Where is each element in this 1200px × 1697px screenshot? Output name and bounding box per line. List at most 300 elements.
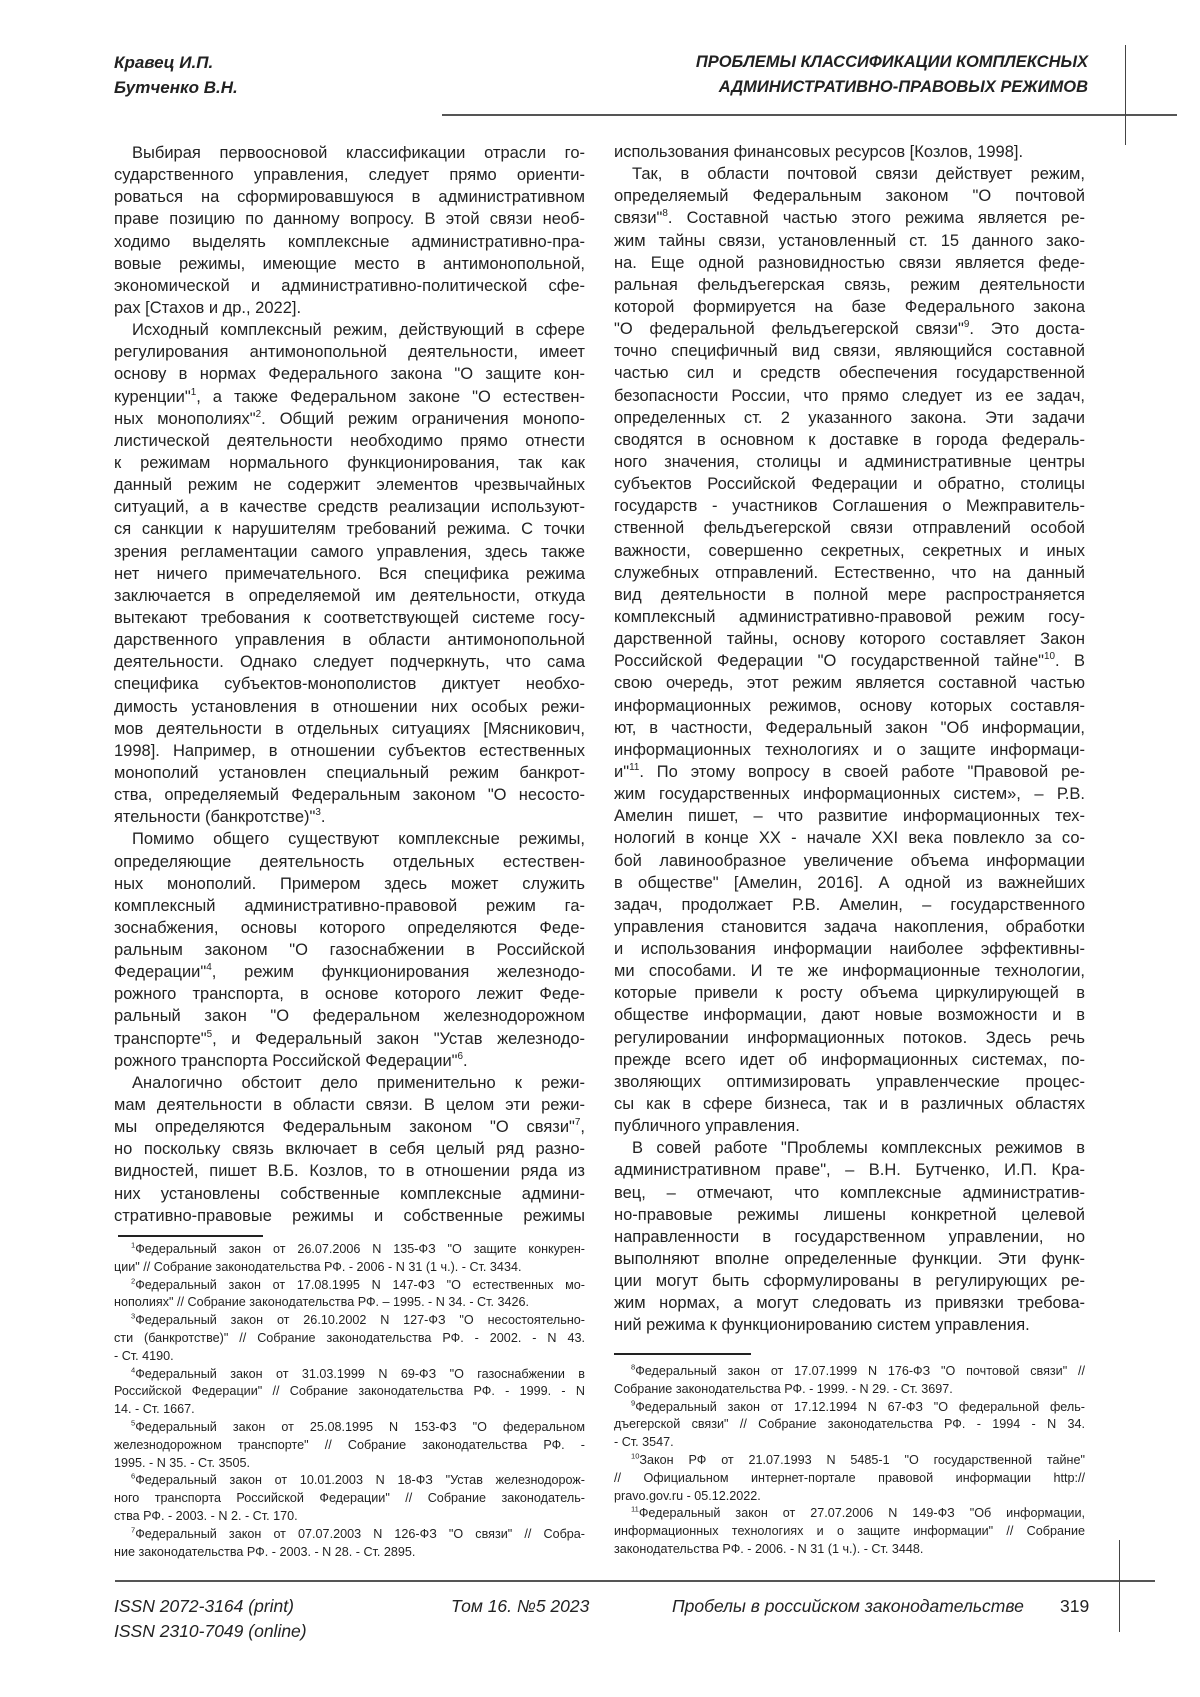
text-run: ного значения, столицы и административные центры [614, 452, 1085, 471]
footnotes-right [614, 1363, 1085, 1559]
footnote-ref: 4 [206, 962, 212, 974]
text-run: информационных режимов, основу которых составля- [614, 696, 1085, 715]
volume-issue: Том 16. №5 2023 [451, 1596, 590, 1616]
author-name: Кравец И.П. [114, 53, 214, 72]
text-run: публичного управления. [614, 1117, 800, 1136]
text-run: , и Федеральный закон "Устав железнодо- [212, 1029, 585, 1048]
text-line [114, 828, 585, 850]
paragraph [114, 142, 585, 319]
text-line [614, 141, 1085, 163]
text-run: которые привели к росту объема циркулирующей в [614, 984, 1085, 1003]
text-run: ральная фельдъегерская связь, режим деятельности [614, 275, 1085, 294]
footnote-number: 10 [631, 1451, 640, 1461]
text-line [114, 253, 585, 275]
text-line [614, 650, 1085, 672]
text-run: сударственного управления, следует прямо ориенти- [114, 166, 585, 185]
text-line [614, 540, 1085, 562]
text-run: мам деятельности в области связи. В целом эти режи- [114, 1096, 585, 1115]
text-run: Российской Федерации "О государственной тайне" [614, 652, 1044, 671]
text-line [614, 1314, 1085, 1336]
text-run: рожного транспорта Российской Федерации" [114, 1051, 458, 1070]
text-run: ции могут быть сформулированы в регулирующих ре- [614, 1272, 1085, 1291]
text-line [114, 784, 585, 806]
text-line [114, 673, 585, 695]
text-run: стративно-правовые режимы и собственные режимы [114, 1206, 585, 1225]
text-run: , [580, 1118, 585, 1137]
text-line [614, 872, 1085, 894]
text-line [614, 672, 1085, 694]
text-line [614, 1004, 1085, 1026]
text-run: и использования информации наиболее эффективны- [614, 940, 1085, 959]
text-run: зволяющих оптимизировать управленческие процес- [614, 1072, 1085, 1091]
text-run: зрения регламентации самого управления, здесь также [114, 542, 585, 561]
text-run: специфика субъектов-монополистов диктует необхо- [114, 675, 585, 694]
footnote-number: 6 [131, 1472, 136, 1482]
text-line [614, 1226, 1085, 1248]
text-run: транспорте" [114, 1029, 207, 1048]
text-line [614, 850, 1085, 872]
footnote-line [614, 1488, 1085, 1506]
text-run: задач, продолжает Р.В. Амелин, – государственного [614, 895, 1085, 914]
text-line [114, 762, 585, 784]
text-run: сти (банкротстве)" // Собрание законодательства РФ. - 2002. - N 43. [114, 1330, 585, 1345]
text-line [114, 563, 585, 585]
text-run: выполняют вполне определенные функции. Эти функ- [614, 1250, 1085, 1269]
text-run: мы определяются Федеральным законом "О связи" [114, 1118, 575, 1137]
text-run: В совей работе "Проблемы комплексных режимов в [632, 1139, 1085, 1158]
footnote-line [114, 1383, 585, 1401]
footnote-line [614, 1541, 1085, 1559]
footnotes-left [114, 1241, 585, 1561]
text-run: pravo.gov.ru - 05.12.2022. [614, 1488, 761, 1503]
text-line [114, 1072, 585, 1094]
footnote-number: 9 [631, 1398, 636, 1408]
footnote-ref: 7 [574, 1117, 581, 1129]
text-line [114, 607, 585, 629]
text-run: данный режим не содержит элементов чрезвычайных [114, 476, 585, 495]
text-run: нополиях" // Собрание законодательства РФ. – 1995. - N 34. - Ст. 3426. [114, 1295, 530, 1310]
text-line [614, 207, 1085, 229]
text-run: жим нормах, а могут следовать из привязки требова- [614, 1294, 1085, 1313]
text-run: роваться на сформировавшуюся в административном [114, 188, 585, 207]
text-line [114, 297, 585, 319]
text-run: ми способами. И те же информационные технологии, [614, 962, 1085, 981]
text-line [614, 1292, 1085, 1314]
footnote-line [114, 1526, 585, 1544]
text-line [114, 142, 585, 164]
footnote-line [114, 1241, 585, 1259]
footnote-line [614, 1363, 1085, 1381]
text-run: связи" [614, 209, 663, 228]
page-number: 319 [1060, 1596, 1090, 1616]
text-run: комплексный административно-правовой режим га- [114, 896, 585, 915]
footnote [114, 1472, 585, 1525]
text-line [114, 983, 585, 1005]
footnote-separator [118, 1235, 263, 1237]
running-title [696, 50, 1088, 100]
text-run: Российской Федерации" // Собрание законодательства РФ. - 1999. - N [114, 1384, 585, 1399]
text-line [614, 562, 1085, 584]
text-run: служебных отправлений. Естественно, что на данный [614, 563, 1085, 582]
text-line [614, 230, 1085, 252]
text-run: Федеральный закон от 10.01.2003 N 18-ФЗ "Устав железнодорож- [135, 1473, 585, 1488]
footnote-line [114, 1508, 585, 1526]
text-line [614, 1204, 1085, 1226]
footnote-number: 5 [131, 1418, 136, 1428]
text-run: точно специфичный вид связи, являющийся составной [614, 342, 1085, 361]
text-line [614, 717, 1085, 739]
footnote-line [114, 1401, 585, 1419]
text-run: , режим функционирования железнодо- [211, 963, 585, 982]
footnote-number: 7 [131, 1525, 136, 1535]
text-run: к режимам нормального функционирования, так как [114, 453, 585, 472]
running-title-line: ПРОБЛЕМЫ КЛАССИФИКАЦИИ КОМПЛЕКСНЫХ [695, 53, 1088, 71]
text-run: государств - участников Соглашения о Межправитель- [614, 497, 1085, 516]
text-run: основу в нормах Федерального закона "О защите кон- [114, 365, 585, 384]
text-run: Аналогично обстоит дело применительно к режи- [132, 1073, 585, 1092]
text-run: законодательства РФ. - 2006. - N 31 (1 ч.). - Ст. 3448. [614, 1541, 924, 1556]
text-run: определяемый Федеральным законом "О почтовой [614, 187, 1085, 206]
text-line [114, 430, 585, 452]
text-line [614, 894, 1085, 916]
footnote-number: 3 [131, 1311, 136, 1321]
text-run: 1998]. Например, в отношении субъектов естественных [114, 741, 585, 760]
text-run: дарственной тайны, основу которого составляет Закон [614, 630, 1085, 649]
text-run: ситуаций, а в качестве средств реализации используют- [114, 498, 585, 517]
text-run: куренции" [114, 387, 191, 406]
text-run: ции" // Собрание законодательства РФ. - 2006 - N 31 (1 ч.). - Ст. 3434. [114, 1259, 522, 1274]
footnote-line [114, 1437, 585, 1455]
text-run: регулировании информационных потоков. Здесь речь [614, 1028, 1085, 1047]
text-run: но-правовые режимы лишены конкретной целевой [614, 1205, 1085, 1224]
text-line [114, 363, 585, 385]
text-line [114, 961, 585, 983]
text-line [114, 186, 585, 208]
text-run: // Официальном интернет-портале правовой информации http:// [614, 1470, 1085, 1485]
text-run: дарственного управления в области антимонопольной [114, 631, 585, 650]
text-line [614, 1248, 1085, 1270]
paragraph [614, 141, 1085, 163]
text-run: Федерации" [114, 963, 207, 982]
text-run: Федеральный закон от 31.03.1999 N 69-ФЗ "О газоснабжении в [135, 1366, 585, 1381]
footnote [114, 1526, 585, 1562]
text-run: ства РФ. - 2003. - N 2. - Ст. 170. [114, 1508, 298, 1523]
text-run: . Общий режим ограничения монопо- [261, 409, 585, 428]
text-run: административном праве", – В.Н. Бутченко, И.П. Кра- [614, 1161, 1085, 1180]
text-run: видностей, пишет В.Б. Козлов, то в отношении ряда из [114, 1162, 585, 1181]
text-line [114, 585, 585, 607]
text-line [114, 386, 585, 408]
footnote [114, 1241, 585, 1277]
text-run: жим государственных информационных систем», – Р.В. [614, 785, 1085, 804]
text-run: . Составной частью этого режима является ре- [667, 209, 1085, 228]
text-line [114, 319, 585, 341]
text-line [114, 917, 585, 939]
text-run: свою очередь, этот режим является составной частью [614, 674, 1085, 693]
text-run: Помимо общего существуют комплексные режимы, [132, 830, 585, 849]
footnote-line [114, 1312, 585, 1330]
text-run: Федеральный закон от 25.08.1995 N 153-ФЗ "О федеральном [135, 1419, 585, 1434]
footer-vertical-rule [1119, 1540, 1120, 1632]
article-authors [114, 50, 238, 100]
footnote [114, 1312, 585, 1365]
footnote-number: 2 [131, 1276, 136, 1286]
text-run: ных монополий. Примером здесь может служить [114, 874, 585, 893]
footnote-number: 8 [631, 1362, 636, 1372]
text-line [614, 451, 1085, 473]
footnote-line [114, 1455, 585, 1473]
text-run: субъектов Российской Федерации и обратно, столицы [614, 475, 1085, 494]
text-line [614, 407, 1085, 429]
text-run: на. Еще одной разновидностью связи является феде- [614, 253, 1085, 272]
footnote-line [114, 1544, 585, 1562]
footnote-ref: 8 [662, 208, 668, 220]
footnote [114, 1366, 585, 1419]
text-line [614, 1049, 1085, 1071]
text-line [614, 761, 1085, 783]
text-line [114, 1183, 585, 1205]
footnote-line [114, 1490, 585, 1508]
text-run: ного транспорта Российской Федерации" // Собрание законодатель- [114, 1491, 585, 1506]
footnote-line [614, 1505, 1085, 1523]
text-run: нет ничего примечательного. Вся специфика режима [114, 564, 585, 583]
text-run: листической деятельности необходимо прямо отнести [114, 431, 585, 450]
text-line [614, 362, 1085, 384]
text-line [614, 628, 1085, 650]
text-line [114, 718, 585, 740]
header-rule [442, 114, 1177, 116]
text-run: определяющие деятельность отдельных естествен- [114, 852, 585, 871]
text-run: заключается в определяемой им деятельности, откуда [114, 586, 585, 605]
text-run: Собрание законодательства РФ. - 1999. - N 29. - Ст. 3697. [614, 1381, 953, 1396]
text-line [614, 385, 1085, 407]
text-line [114, 1050, 585, 1072]
text-run: вец, – отмечают, что комплексные административ- [614, 1183, 1085, 1202]
footnote-line [614, 1470, 1085, 1488]
text-line [114, 496, 585, 518]
text-run: в обществе" [Амелин, 2016]. А одной из важнейших [614, 873, 1085, 892]
text-line [614, 274, 1085, 296]
text-run: деятельности. Однако следует подчеркнуть, что сама [114, 653, 585, 672]
author-name: Бутченко В.Н. [114, 78, 238, 97]
text-run: , а также Федеральном законе "О естествен- [196, 387, 585, 406]
text-line [114, 1160, 585, 1182]
footer-rule [115, 1580, 1155, 1582]
text-run: обществе информации, дают новые возможности и в [614, 1006, 1085, 1025]
text-line [614, 960, 1085, 982]
footnote-line [114, 1330, 585, 1348]
text-line [614, 805, 1085, 827]
text-run: регулирования антимонопольной деятельности, имеет [114, 343, 585, 362]
text-line [114, 341, 585, 363]
text-run: 1995. - N 35. - Ст. 3505. [114, 1455, 250, 1470]
text-line [114, 806, 585, 828]
text-run: частью сил и средств обеспечения государственной [614, 364, 1085, 383]
text-line [114, 452, 585, 474]
text-line [614, 606, 1085, 628]
text-line [614, 938, 1085, 960]
text-line [114, 696, 585, 718]
text-line [114, 474, 585, 496]
footnote [114, 1277, 585, 1313]
text-run: бой лавинообразное увеличение объема информации [614, 851, 1085, 870]
header-vertical-rule [1125, 45, 1126, 145]
text-run: направленности в государственном управлении, но [614, 1227, 1085, 1246]
text-run: нологий в конце XX - начале XXI века повлекло за со- [614, 829, 1085, 848]
text-run: Амелин пишет, – что развитие информационных тех- [614, 807, 1085, 826]
text-line [614, 296, 1085, 318]
text-line [114, 541, 585, 563]
text-run: жим тайны связи, установленный ст. 15 данного зако- [614, 231, 1085, 250]
text-line [614, 185, 1085, 207]
text-run: мов деятельности в отдельных ситуациях [Мясникович, [114, 719, 585, 738]
paragraph [114, 1072, 585, 1227]
footnote-line [614, 1434, 1085, 1452]
text-run: прежде всего идет об информационных системах, по- [614, 1050, 1085, 1069]
text-line [114, 1205, 585, 1227]
text-run: . Это доста- [969, 320, 1085, 339]
footnote-line [614, 1416, 1085, 1434]
text-run: ственной фельдъегерской связи отправлений особой [614, 519, 1085, 538]
text-line [114, 408, 585, 430]
footnote-line [114, 1277, 585, 1295]
text-line [114, 939, 585, 961]
running-title-line: АДМИНИСТРАТИВНО-ПРАВОВЫХ РЕЖИМОВ [718, 78, 1088, 96]
text-run: 14. - Ст. 1667. [114, 1402, 195, 1417]
text-line [614, 429, 1085, 451]
text-run: Федеральный закон от 07.07.2003 N 126-ФЗ "О связи" // Собра- [135, 1526, 585, 1541]
footnote-line [114, 1366, 585, 1384]
text-run: рожного транспорта, в основе которого лежит Феде- [114, 985, 585, 1004]
text-run: . [463, 1051, 468, 1070]
text-run: ний режима к функционированию систем управления. [614, 1316, 1030, 1335]
text-run: Федеральный закон от 17.12.1994 N 67-ФЗ "О федеральной фель- [635, 1399, 1085, 1414]
text-line [114, 164, 585, 186]
footnote-line [614, 1399, 1085, 1417]
text-line [114, 208, 585, 230]
text-line [114, 231, 585, 253]
text-run: и" [614, 762, 630, 781]
text-line [614, 584, 1085, 606]
text-run: зоснабжения, основы которого определяются Феде- [114, 918, 585, 937]
footnote-ref: 1 [190, 386, 197, 398]
text-line [114, 1138, 585, 1160]
text-run: безопасности России, что прямо следует из ее задач, [614, 386, 1085, 405]
text-run: монополий установлен специальный режим банкрот- [114, 763, 585, 782]
text-line [614, 473, 1085, 495]
text-line [614, 916, 1085, 938]
text-line [614, 340, 1085, 362]
text-line [614, 695, 1085, 717]
text-line [114, 629, 585, 651]
footnote [614, 1399, 1085, 1452]
text-run: сводятся в основном к доставке в города федераль- [614, 430, 1085, 449]
text-run: вид деятельности в полной мере распространяется [614, 585, 1085, 604]
issn-print: ISSN 2072-3164 (print) [114, 1596, 294, 1616]
text-run: них установлены собственные комплексные админи- [114, 1184, 585, 1203]
text-run: комплексный административно-правовой режим госу- [614, 607, 1085, 626]
footnote-line [114, 1348, 585, 1366]
footnote [614, 1505, 1085, 1558]
text-line [614, 1027, 1085, 1049]
text-run: важности, совершенно секретных, секретных и иных [614, 541, 1085, 560]
text-run: Так, в области почтовой связи действует режим, [632, 165, 1085, 184]
footnote [614, 1363, 1085, 1399]
text-line [614, 495, 1085, 517]
footnote-line [114, 1294, 585, 1312]
footnote-number: 1 [131, 1240, 136, 1250]
text-run: Исходный комплексный режим, действующий в сфере [132, 321, 585, 340]
text-run: праве позицию по данному вопросу. В этой связи необ- [114, 210, 585, 229]
text-run: "О федеральной фельдъегерской связи" [614, 320, 964, 339]
text-run: Федеральный закон от 27.07.2006 N 149-ФЗ "Об информации, [638, 1506, 1085, 1521]
footnote-line [614, 1381, 1085, 1399]
text-run: ние законодательства РФ. - 2003. - N 28. - Ст. 2895. [114, 1544, 416, 1559]
text-line [614, 1270, 1085, 1292]
text-line [114, 740, 585, 762]
text-line [614, 982, 1085, 1004]
text-run: информационных технологиях и о защите информаци- [614, 740, 1085, 759]
text-run: Выбирая первоосновой классификации отрасли го- [132, 144, 585, 162]
footnote-separator [614, 1353, 751, 1355]
text-run: дъегерской связи" // Собрание законодательства РФ. - 1994 - N 34. [614, 1417, 1085, 1432]
text-line [614, 1137, 1085, 1159]
text-run: . В [1054, 652, 1085, 671]
text-line [614, 1093, 1085, 1115]
text-run: ных монополиях" [114, 409, 256, 428]
footnote-line [114, 1419, 585, 1437]
text-run: . По этому вопросу в своей работе "Правовой ре- [639, 762, 1085, 781]
footnote-number: 11 [631, 1505, 639, 1515]
paragraph [614, 163, 1085, 1137]
text-run: вытекают требования к соответствующей системе госу- [114, 608, 585, 627]
text-run: Федеральный закон от 17.08.1995 N 147-ФЗ "О естественных мо- [135, 1277, 585, 1292]
body-column-right [614, 141, 1085, 1337]
text-run: - Ст. 4190. [114, 1348, 174, 1363]
text-run: использования финансовых ресурсов [Козлов, 1998]. [614, 143, 1024, 161]
text-line [114, 1094, 585, 1116]
text-run: ходимо выделять комплексные административно-пра- [114, 232, 585, 251]
text-line [614, 783, 1085, 805]
text-line [114, 851, 585, 873]
text-run: ют, в частности, Федеральный закон "Об информации, [614, 718, 1085, 737]
text-run: информационных технологиях и о защите информации" // Собрание [614, 1524, 1085, 1539]
footnote-ref: 9 [963, 319, 970, 331]
text-run: определенных ст. 2 указанного закона. Эти задачи [614, 408, 1085, 427]
text-run: управления становится задача накопления, обработки [614, 917, 1085, 936]
text-run: ральным законом "О газоснабжении в Российской [114, 941, 585, 960]
text-run: ральный закон "О федеральном железнодорожном [114, 1007, 585, 1026]
text-line [114, 1116, 585, 1138]
text-line [614, 1115, 1085, 1137]
text-line [614, 827, 1085, 849]
footnote-line [114, 1259, 585, 1277]
footnote-ref: 3 [315, 807, 321, 819]
text-run: ятельности (банкротстве)" [114, 808, 316, 827]
text-line [614, 318, 1085, 340]
text-run: . [320, 808, 326, 827]
text-run: рах [Стахов и др., 2022]. [114, 298, 302, 317]
text-run: Федеральный закон от 17.07.1999 N 176-ФЗ "О почтовой связи" // [635, 1364, 1085, 1378]
footnote-ref: 5 [206, 1028, 213, 1040]
text-run: сы как в сфере бизнеса, так и в различных областях [614, 1095, 1085, 1114]
text-line [614, 1182, 1085, 1204]
paragraph [614, 1137, 1085, 1336]
text-line [614, 1071, 1085, 1093]
footnote-ref: 11 [629, 762, 640, 774]
footnote [114, 1419, 585, 1472]
text-line [614, 517, 1085, 539]
